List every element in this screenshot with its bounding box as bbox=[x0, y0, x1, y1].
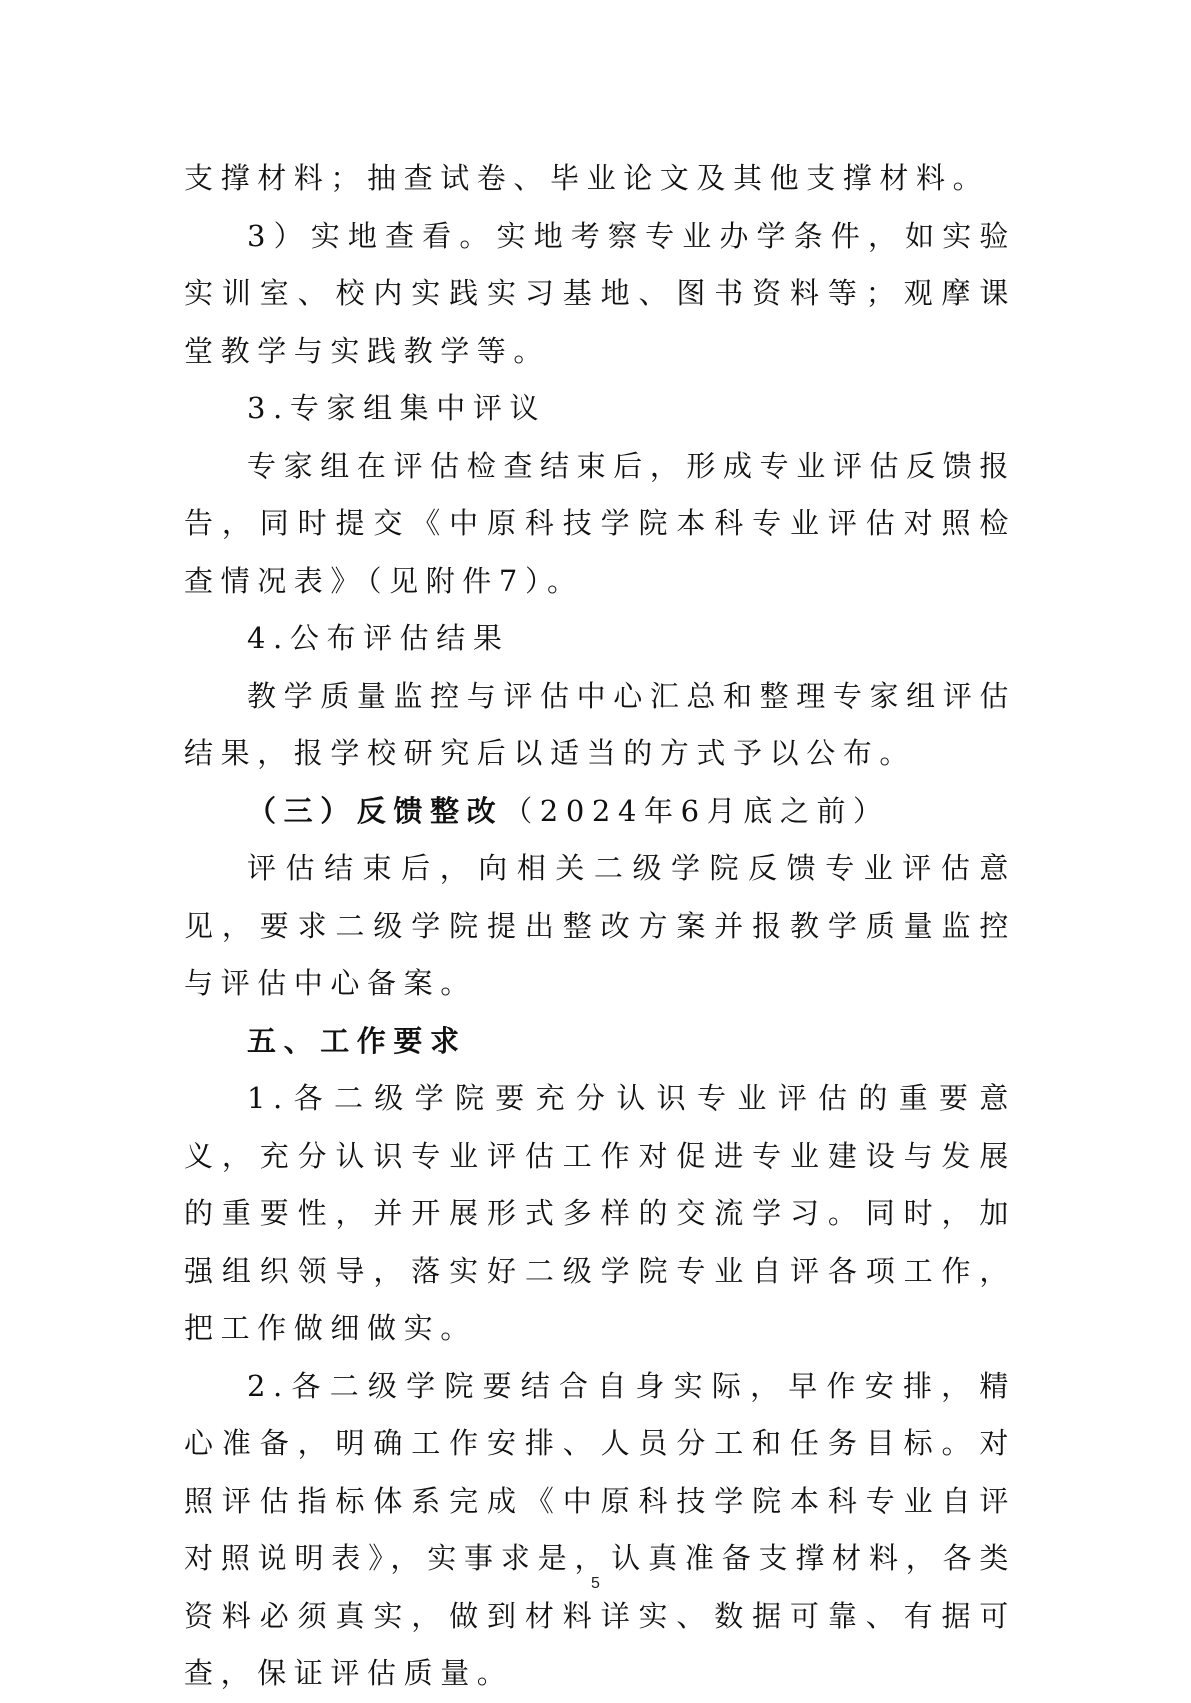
subheading-publish-results: 4.公布评估结果 bbox=[247, 621, 510, 655]
section-heading-feedback-rectification bbox=[184, 783, 1016, 841]
paragraph-publish-results: 教学质量监控与评估中心汇总和整理专家组评估结果，报学校研究后以适当的方式予以公布。 bbox=[184, 678, 1016, 770]
section-heading-feedback-title: （三）反馈整改 bbox=[247, 793, 504, 828]
section-heading-work-requirements: 五、工作要求 bbox=[247, 1023, 467, 1058]
document-body bbox=[184, 150, 1016, 1703]
paragraph-expert-report: 专家组在评估检查结束后，形成专业评估反馈报告，同时提交《中原科技学院本科专业评估对照检查情况表》（见附件7）。 bbox=[184, 448, 1016, 598]
paragraph-site-inspection: 3）实地查看。实地考察专业办学条件，如实验实训室、校内实践实习基地、图书资料等；观摩课堂教学与实践教学等。 bbox=[184, 218, 1016, 368]
page-number: 5 bbox=[591, 1575, 600, 1592]
paragraph-requirement-2: 2.各二级学院要结合自身实际，早作安排，精心准备，明确工作安排、人员分工和任务目标。对照评估指标体系完成《中原科技学院本科专业自评对照说明表》，实事求是，认真准备支撑材料，各类资料必须真实，做到材料详实、数据可靠、有据可查，保证评估质量。 bbox=[184, 1368, 1016, 1690]
paragraph-requirement-1: 1.各二级学院要充分认识专业评估的重要意义，充分认识专业评估工作对促进专业建设与发展的重要性，并开展形式多样的交流学习。同时，加强组织领导，落实好二级学院专业自评各项工作，把工作做细做实。 bbox=[184, 1081, 1016, 1345]
section-heading-feedback-deadline: （2024年6月底之前） bbox=[503, 793, 890, 828]
subheading-expert-review: 3.专家组集中评议 bbox=[247, 391, 547, 425]
paragraph-feedback: 评估结束后，向相关二级学院反馈专业评估意见，要求二级学院提出整改方案并报教学质量监控与评估中心备案。 bbox=[184, 851, 1016, 1000]
paragraph-support-materials: 支撑材料；抽查试卷、毕业论文及其他支撑材料。 bbox=[184, 161, 990, 195]
